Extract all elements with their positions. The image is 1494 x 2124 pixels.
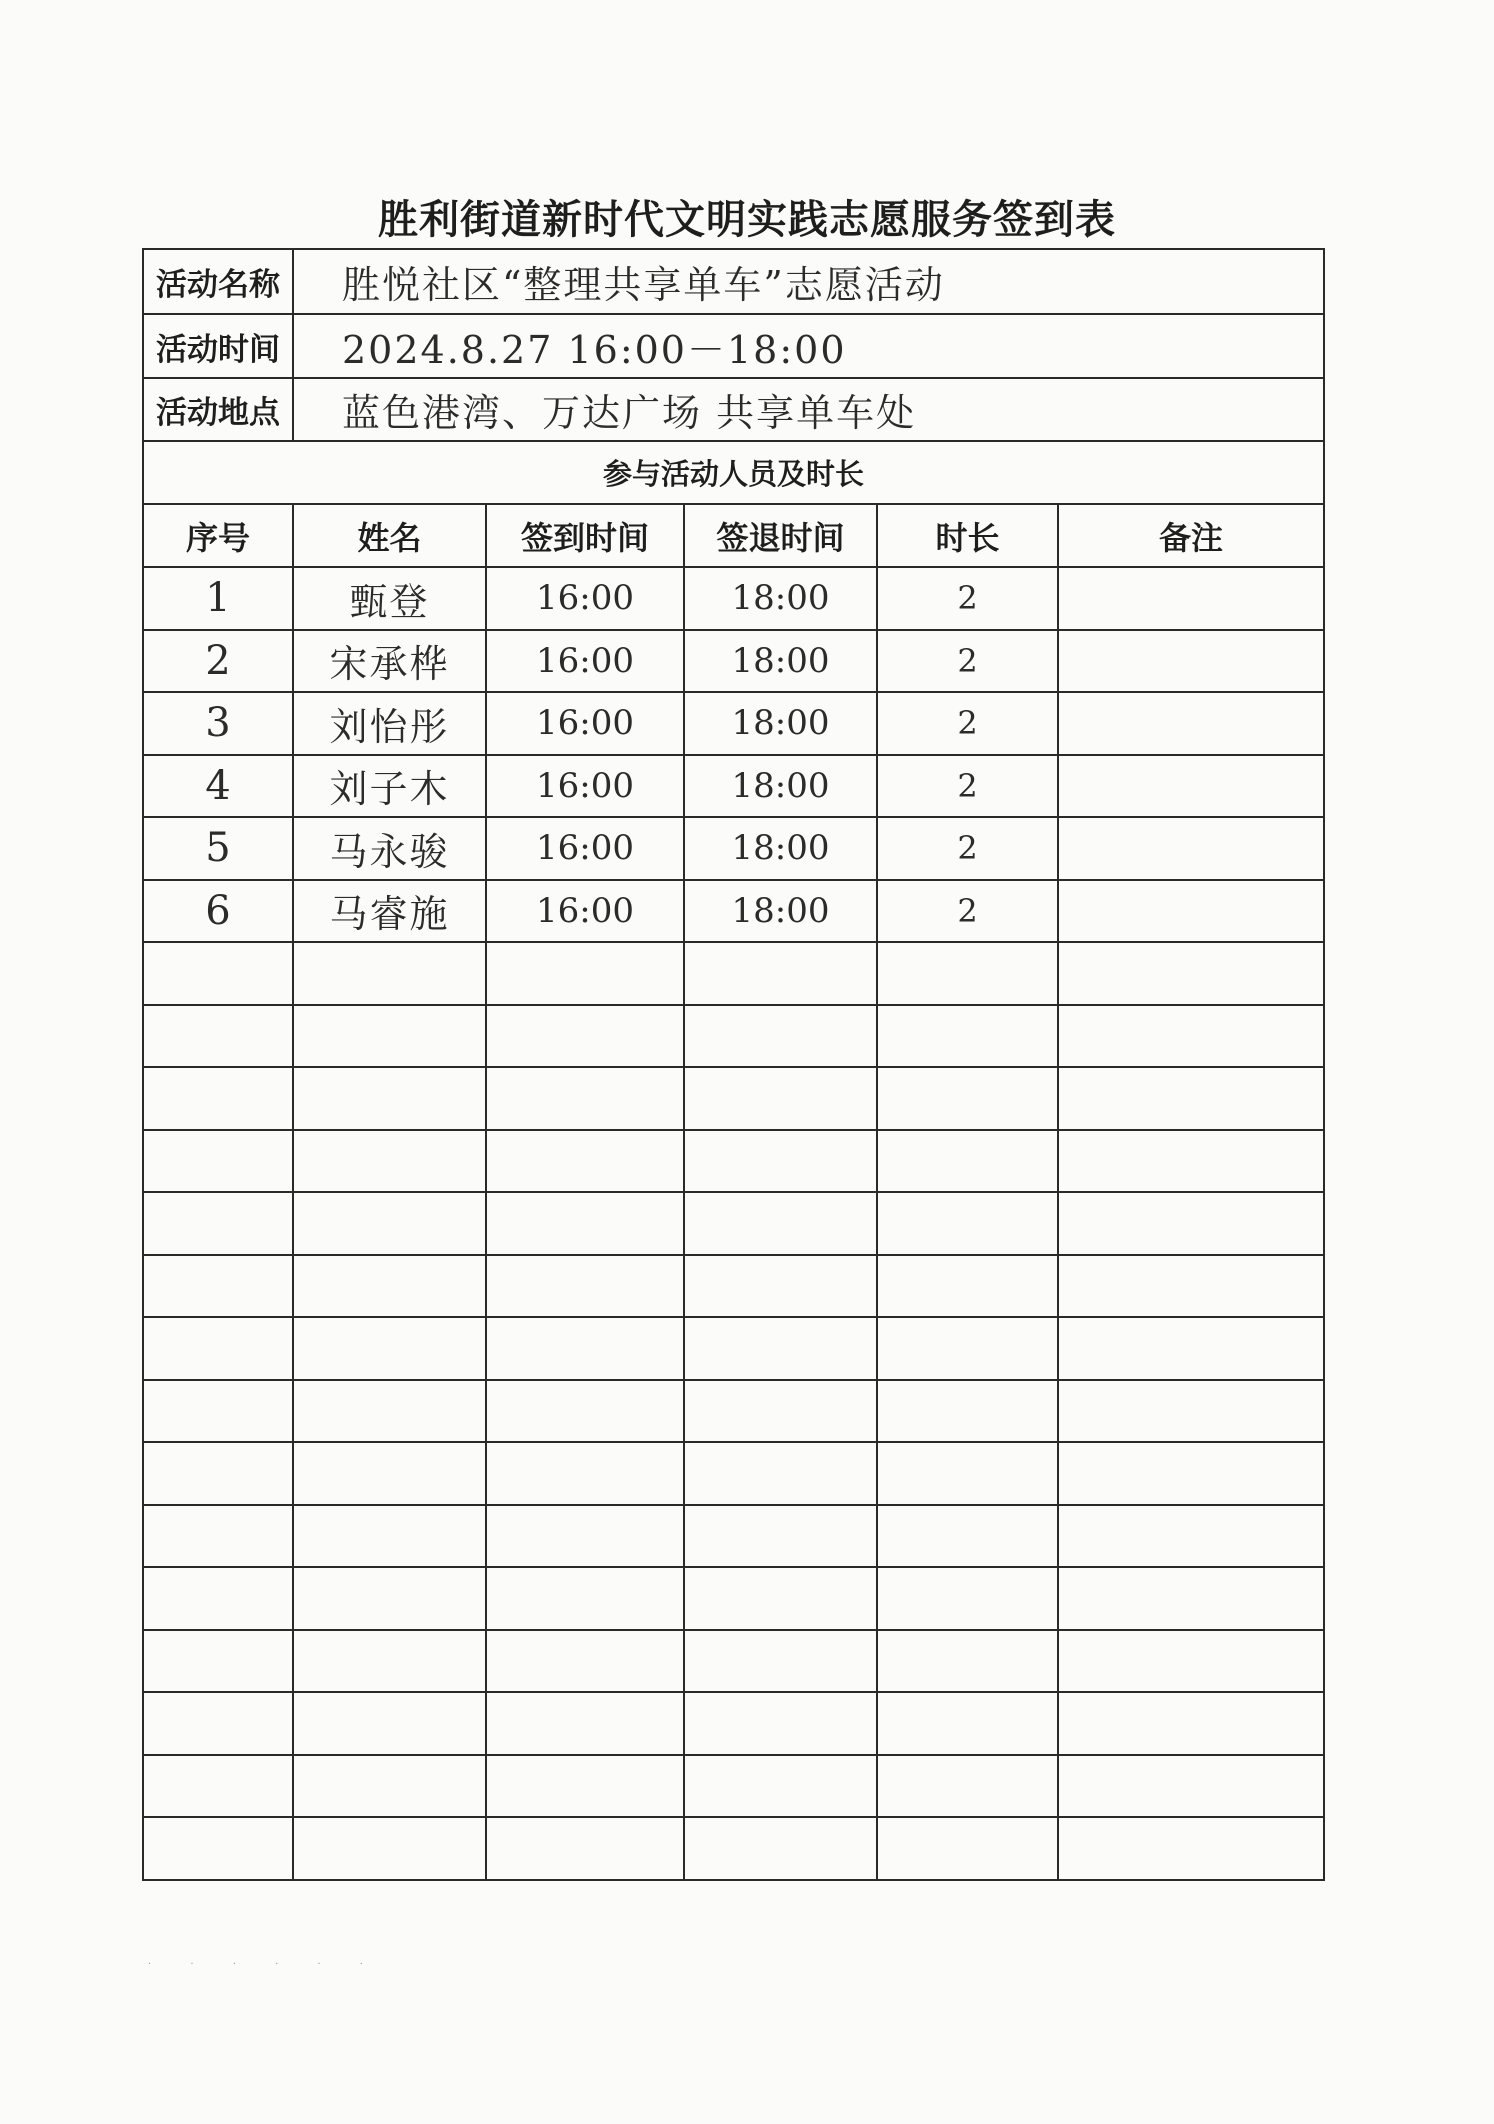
sign-in-time-cell: 16:00: [486, 692, 684, 755]
sign-in-time-cell: [486, 1567, 684, 1630]
note-cell: [1058, 1067, 1324, 1130]
duration-cell: [877, 1192, 1058, 1255]
table-row: [143, 1817, 1324, 1880]
table-row: [143, 1567, 1324, 1630]
info-row-activity-location: [143, 378, 1324, 441]
sign-in-time-cell: [486, 1505, 684, 1568]
scan-dots: . . . . . .: [148, 1956, 381, 1967]
name-cell: 马永骏: [293, 817, 486, 880]
note-cell: [1058, 755, 1324, 818]
serial-number-cell: [143, 1817, 293, 1880]
column-header-row: [143, 504, 1324, 567]
note-cell: [1058, 630, 1324, 693]
duration-cell: [877, 1067, 1058, 1130]
serial-number-cell: [143, 1630, 293, 1693]
sign-in-time-cell: 16:00: [486, 755, 684, 818]
sign-out-time-cell: [684, 942, 877, 1005]
sign-out-time-cell: [684, 1630, 877, 1693]
name-cell: 马睿施: [293, 880, 486, 943]
sign-in-time-cell: [486, 1817, 684, 1880]
sign-out-time-cell: [684, 1255, 877, 1318]
note-cell: [1058, 1442, 1324, 1505]
table-row: [143, 630, 1324, 693]
table-row: [143, 567, 1324, 630]
sign-in-time-cell: 16:00: [486, 880, 684, 943]
duration-cell: [877, 1567, 1058, 1630]
sign-in-table: [142, 248, 1325, 1881]
table-row: [143, 1130, 1324, 1193]
activity-name-value: 胜悦社区“整理共享单车”志愿活动: [293, 249, 1324, 314]
name-cell: [293, 1005, 486, 1068]
info-label: 活动地点: [143, 378, 293, 441]
duration-cell: [877, 1630, 1058, 1693]
note-cell: [1058, 1005, 1324, 1068]
table-row: [143, 755, 1324, 818]
note-cell: [1058, 817, 1324, 880]
table-row: [143, 1192, 1324, 1255]
table-row: [143, 1442, 1324, 1505]
column-header: 序号: [143, 504, 293, 567]
note-cell: [1058, 1817, 1324, 1880]
serial-number-cell: [143, 1192, 293, 1255]
note-cell: [1058, 692, 1324, 755]
table-row: [143, 692, 1324, 755]
activity-time-value: 2024.8.27 16:00－18:00: [293, 314, 1324, 378]
duration-cell: 2: [877, 630, 1058, 693]
note-cell: [1058, 1317, 1324, 1380]
sign-in-time-cell: [486, 1130, 684, 1193]
duration-cell: [877, 1317, 1058, 1380]
name-cell: [293, 1755, 486, 1818]
serial-number-cell: [143, 1442, 293, 1505]
sign-out-time-cell: 18:00: [684, 817, 877, 880]
name-cell: 宋承桦: [293, 630, 486, 693]
name-cell: [293, 942, 486, 1005]
sign-out-time-cell: [684, 1442, 877, 1505]
name-cell: [293, 1442, 486, 1505]
note-cell: [1058, 1192, 1324, 1255]
name-cell: 甄登: [293, 567, 486, 630]
duration-cell: [877, 1255, 1058, 1318]
note-cell: [1058, 1380, 1324, 1443]
note-cell: [1058, 942, 1324, 1005]
serial-number-cell: 1: [143, 567, 293, 630]
info-row-activity-time: [143, 314, 1324, 378]
serial-number-cell: [143, 1692, 293, 1755]
column-header: 姓名: [293, 504, 486, 567]
serial-number-cell: [143, 1380, 293, 1443]
table-row: [143, 942, 1324, 1005]
duration-cell: 2: [877, 567, 1058, 630]
sign-out-time-cell: 18:00: [684, 755, 877, 818]
serial-number-cell: 3: [143, 692, 293, 755]
duration-cell: [877, 1755, 1058, 1818]
note-cell: [1058, 567, 1324, 630]
duration-cell: 2: [877, 755, 1058, 818]
table-row: [143, 1692, 1324, 1755]
info-row-activity-name: [143, 249, 1324, 314]
note-cell: [1058, 1567, 1324, 1630]
column-header: 时长: [877, 504, 1058, 567]
serial-number-cell: 6: [143, 880, 293, 943]
sign-out-time-cell: 18:00: [684, 880, 877, 943]
serial-number-cell: 4: [143, 755, 293, 818]
sign-in-time-cell: [486, 1005, 684, 1068]
name-cell: [293, 1380, 486, 1443]
sign-out-time-cell: [684, 1130, 877, 1193]
serial-number-cell: [143, 942, 293, 1005]
sign-in-time-cell: [486, 942, 684, 1005]
sign-in-time-cell: [486, 1317, 684, 1380]
note-cell: [1058, 1630, 1324, 1693]
serial-number-cell: [143, 1255, 293, 1318]
sign-out-time-cell: [684, 1817, 877, 1880]
name-cell: [293, 1192, 486, 1255]
sign-in-time-cell: 16:00: [486, 817, 684, 880]
sign-out-time-cell: 18:00: [684, 630, 877, 693]
sign-in-time-cell: 16:00: [486, 567, 684, 630]
info-label: 活动名称: [143, 249, 293, 314]
activity-location-value: 蓝色港湾、万达广场 共享单车处: [293, 378, 1324, 441]
duration-cell: 2: [877, 692, 1058, 755]
table-row: [143, 1317, 1324, 1380]
note-cell: [1058, 1255, 1324, 1318]
sign-in-time-cell: [486, 1442, 684, 1505]
serial-number-cell: 2: [143, 630, 293, 693]
form-title: 胜利街道新时代文明实践志愿服务签到表: [378, 197, 1116, 243]
name-cell: [293, 1567, 486, 1630]
name-cell: [293, 1317, 486, 1380]
serial-number-cell: [143, 1567, 293, 1630]
name-cell: 刘子木: [293, 755, 486, 818]
name-cell: [293, 1067, 486, 1130]
name-cell: [293, 1505, 486, 1568]
sign-in-time-cell: [486, 1755, 684, 1818]
info-label: 活动时间: [143, 314, 293, 378]
name-cell: 刘怡彤: [293, 692, 486, 755]
table-row: [143, 1255, 1324, 1318]
serial-number-cell: [143, 1317, 293, 1380]
serial-number-cell: 5: [143, 817, 293, 880]
serial-number-cell: [143, 1005, 293, 1068]
table-row: [143, 1067, 1324, 1130]
sign-out-time-cell: [684, 1192, 877, 1255]
sign-in-time-cell: [486, 1380, 684, 1443]
serial-number-cell: [143, 1505, 293, 1568]
table-row: [143, 1005, 1324, 1068]
duration-cell: [877, 1505, 1058, 1568]
name-cell: [293, 1130, 486, 1193]
sign-out-time-cell: 18:00: [684, 567, 877, 630]
sign-in-time-cell: [486, 1630, 684, 1693]
sign-in-time-cell: [486, 1692, 684, 1755]
note-cell: [1058, 880, 1324, 943]
table-row: [143, 1505, 1324, 1568]
table-row: [143, 880, 1324, 943]
note-cell: [1058, 1505, 1324, 1568]
name-cell: [293, 1692, 486, 1755]
duration-cell: [877, 1442, 1058, 1505]
duration-cell: 2: [877, 880, 1058, 943]
note-cell: [1058, 1130, 1324, 1193]
duration-cell: [877, 1692, 1058, 1755]
sign-in-time-cell: [486, 1192, 684, 1255]
sign-in-time-cell: [486, 1067, 684, 1130]
duration-cell: [877, 942, 1058, 1005]
serial-number-cell: [143, 1755, 293, 1818]
sign-out-time-cell: [684, 1317, 877, 1380]
duration-cell: 2: [877, 817, 1058, 880]
table-row: [143, 817, 1324, 880]
duration-cell: [877, 1130, 1058, 1193]
sign-out-time-cell: [684, 1067, 877, 1130]
table-row: [143, 1755, 1324, 1818]
note-cell: [1058, 1692, 1324, 1755]
section-row: [143, 441, 1324, 504]
sign-out-time-cell: [684, 1380, 877, 1443]
note-cell: [1058, 1755, 1324, 1818]
name-cell: [293, 1255, 486, 1318]
serial-number-cell: [143, 1130, 293, 1193]
table-row: [143, 1630, 1324, 1693]
duration-cell: [877, 1817, 1058, 1880]
name-cell: [293, 1630, 486, 1693]
serial-number-cell: [143, 1067, 293, 1130]
sign-out-time-cell: [684, 1005, 877, 1068]
table-row: [143, 1380, 1324, 1443]
duration-cell: [877, 1005, 1058, 1068]
sign-out-time-cell: 18:00: [684, 692, 877, 755]
sign-out-time-cell: [684, 1692, 877, 1755]
column-header: 签退时间: [684, 504, 877, 567]
column-header: 签到时间: [486, 504, 684, 567]
sign-in-time-cell: [486, 1255, 684, 1318]
sign-out-time-cell: [684, 1567, 877, 1630]
column-header: 备注: [1058, 504, 1324, 567]
sign-in-time-cell: 16:00: [486, 630, 684, 693]
section-title: 参与活动人员及时长: [143, 441, 1324, 504]
sign-out-time-cell: [684, 1755, 877, 1818]
name-cell: [293, 1817, 486, 1880]
sign-out-time-cell: [684, 1505, 877, 1568]
duration-cell: [877, 1380, 1058, 1443]
